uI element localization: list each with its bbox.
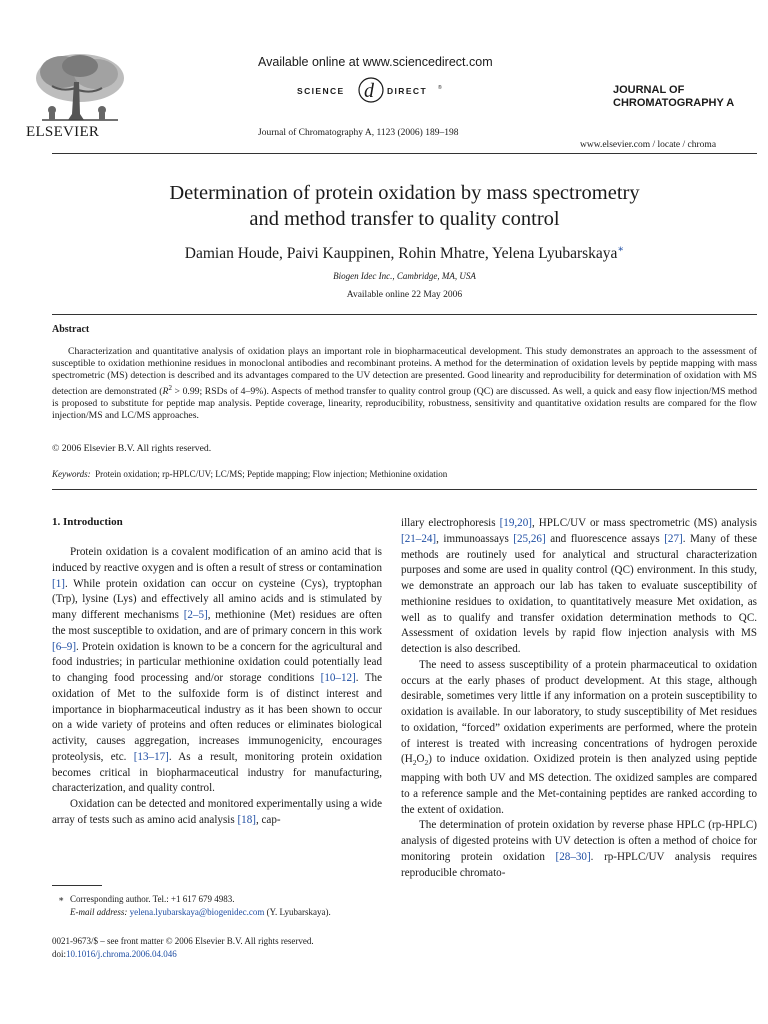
intro-paragraph-2: Oxidation can be detected and monitored experimentally using a wide array of tests such as amino acid analysis [18], cap- — [52, 798, 382, 826]
citation-link[interactable]: [1] — [52, 577, 65, 590]
r-squared-symbol: R — [162, 386, 169, 398]
journal-name-line2: CHROMATOGRAPHY A — [613, 97, 735, 109]
article-title — [52, 180, 757, 232]
citation-link[interactable]: [18] — [237, 813, 256, 826]
journal-url[interactable]: www.elsevier.com / locate / chroma — [580, 140, 717, 150]
footnote — [52, 893, 331, 919]
email-owner: (Y. Lyubarskaya). — [266, 907, 331, 917]
affiliation: Biogen Idec Inc., Cambridge, MA, USA — [333, 271, 476, 281]
publisher-name: ELSEVIER — [26, 124, 100, 140]
right-column — [401, 516, 757, 881]
sciencedirect-logo-left-text: SCIENCE — [297, 86, 345, 96]
corresponding-author-note: Corresponding author. Tel.: +1 617 679 4983. — [70, 894, 235, 904]
header-divider — [52, 153, 757, 154]
citation-link[interactable]: [19,20] — [499, 517, 532, 529]
journal-name — [613, 84, 753, 110]
article-title-line2: and method transfer to quality control — [249, 208, 560, 230]
citation-link[interactable]: [25,26] — [513, 532, 546, 545]
abstract-body — [52, 346, 757, 422]
article-title-line1: Determination of protein oxidation by mass spectrometry — [169, 182, 640, 204]
doi-label: doi: — [52, 949, 67, 959]
intro-paragraph-4: The determination of protein oxidation by reverse phase HPLC (rp-HPLC) analysis of digested proteins with UV detection is often a method of choice for monitoring protein oxidation [28–30]. rp-HPLC/UV analysis requires reproducible chromato- — [401, 819, 757, 879]
available-online-date: Available online 22 May 2006 — [346, 290, 463, 300]
section-heading-introduction: 1. Introduction — [52, 516, 123, 528]
corresponding-author-mark[interactable]: ∗ — [617, 244, 625, 255]
citation-link[interactable]: [2–5] — [183, 609, 208, 621]
keywords-divider — [52, 489, 757, 490]
citation-link[interactable]: [21–24] — [401, 532, 437, 545]
available-online-notice: Available online at www.sciencedirect.com — [258, 55, 493, 69]
footnote-divider — [52, 885, 102, 886]
email-label: E-mail address: — [70, 907, 128, 917]
sciencedirect-logo — [297, 76, 447, 104]
issn-line: 0021-9673/$ – see front matter © 2006 Elsevier B.V. All rights reserved. — [52, 936, 314, 946]
keywords-list: Protein oxidation; rp-HPLC/UV; LC/MS; Peptide mapping; Flow injection; Methionine oxidation — [95, 469, 448, 479]
journal-name-line1: JOURNAL OF — [613, 84, 685, 96]
abstract-text-b: > 0.99; RSDs of 4–9%). Aspects of method transfer to quality control group (QC) are discussed. As well, a quick and easy flow injection/MS method is proposed to substitute for peptide map analysis. Peptide coverage, linearity, reproducibility, robustness, sensitivity and quantitative oxidation results are compared for the flow injection/MS and LC/MS approaches. — [52, 386, 758, 422]
svg-text:d: d — [364, 80, 374, 102]
sciencedirect-logo-right-text: DIRECT — [387, 86, 428, 96]
citation-link[interactable]: [10–12] — [320, 672, 356, 684]
intro-paragraph-1: Protein oxidation is a covalent modification of an amino acid that is induced by reactive oxygen and is often a result of stress or contamination [1]. While protein oxidation can occur on cysteine (Cys), tryptophan (Trp), lysine (Lys) and effectively all amino acids and is stimulated by many different mechanisms [2–5], methionine (Met) residues are often the most susceptible to oxidation, and are of primary concern in this work [6–9]. Protein oxidation is known to be a concern for the agricultural and food industries; in particular methionine oxidation could potentially lead to changing food processing and/or storage conditions [10–12]. The oxidation of Met to the sulfoxide form is of distinct interest and importance in biopharmaceutical industry as it has been shown to occur on a wide variety of proteins and often reduces or eliminates biological activity, causes aggregation, increases immunogenicity, encourages proteolysis, etc. [13–17]. As a result, monitoring protein oxidation becomes critical in biopharmaceutical industry for manufacturing, characterization, and quality control. — [52, 546, 383, 795]
citation-link[interactable]: [6–9] — [52, 640, 77, 653]
abstract-text-a: Characterization and quantitative analysis of oxidation plays an important role in biopharmaceutical development. This study demonstrates an approach to the assessment of susceptible to oxidation methionine residues in monoclonal antibodies and recombinant proteins. A method for the determination of oxidation levels by peptide mapping with mass spectrometric (MS) detection is described and its advantages compared to the UV detection are presented. Good linearity and reproducibility for determination of oxidation with MS detection are demonstrated ( — [52, 346, 757, 398]
r-squared-exponent: 2 — [168, 384, 172, 392]
intro-paragraph-2-continued: illary electrophoresis [19,20], HPLC/UV or mass spectrometric (MS) analysis [21–24], immunoassays [25,26] and fluorescence assays [27]. Many of these methods are routinely used for analytical and structural characterization purposes and some are used in quality control (QC) environment. In this study, we demonstrate an approach our lab has taken to evaluate susceptibility of methionine residues to oxidation, to quantitatively measure Met oxidation, as well as to qualify and transfer oxidation determination methods to QC. Assessment of oxidation levels by rapid flow injection analysis with MS detection is also described. — [401, 517, 757, 655]
author-list — [52, 244, 757, 263]
keywords — [52, 469, 447, 479]
citation-link[interactable]: [28–30] — [555, 850, 591, 863]
registered-mark: ® — [438, 85, 442, 91]
left-column — [52, 545, 382, 829]
intro-paragraph-3: The need to assess susceptibility of a protein pharmaceutical to oxidation occurs at the early phases of product development. At this stage, although desirable, sometimes very little if any information on a protein susceptibility to oxidation is available. In our laboratory, to study susceptibility of Met residues to oxidation, “forced” oxidation experiments are performed, where the protein of interest is treated with increasing concentrations of hydrogen peroxide $(H_2O_2)$ to induce oxidation. Oxidized protein is then analyzed using peptide mapping with both UV and MS detection. The oxidized samples are compared to a reference sample and the Met-containing peptides are ranked according to the extent of oxidation. — [401, 658, 757, 816]
abstract-heading: Abstract — [52, 324, 90, 335]
citation-link[interactable]: [27] — [664, 532, 683, 545]
doi-link[interactable]: 10.1016/j.chroma.2006.04.046 — [66, 949, 177, 959]
citation-link[interactable]: [13–17] — [133, 750, 169, 763]
email-link[interactable]: yelena.lyubarskaya@biogenidec.com — [129, 907, 265, 917]
front-matter-notice — [52, 935, 314, 961]
abstract-divider — [52, 314, 757, 315]
keywords-label: Keywords: — [52, 469, 91, 479]
authors-text: Damian Houde, Paivi Kauppinen, Rohin Mhatre, Yelena Lyubarskaya — [184, 245, 618, 263]
footnote-mark: ∗ — [57, 894, 65, 904]
journal-citation: Journal of Chromatography A, 1123 (2006) 189–198 — [258, 128, 459, 138]
abstract-copyright: © 2006 Elsevier B.V. All rights reserved. — [52, 443, 212, 454]
